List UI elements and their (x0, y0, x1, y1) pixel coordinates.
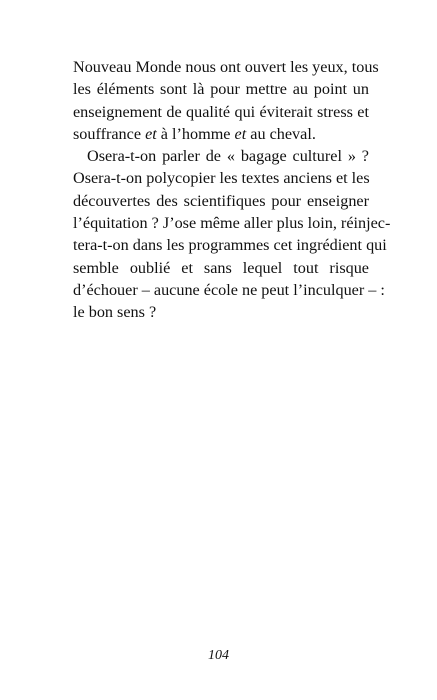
text-line: Osera-t-on polycopier les textes anciens et les (73, 169, 370, 188)
text-line: les éléments sont là pour mettre au point un (73, 80, 369, 99)
text-line: découvertes des scientifiques pour enseigner (73, 191, 369, 210)
text-line: Osera-t-on parler de « bagage culturel » ? (87, 147, 369, 166)
paragraph (73, 56, 379, 145)
emphasis: et (145, 124, 157, 143)
text-line: d’échouer – aucune école ne peut l’inculquer – : (73, 280, 385, 299)
page-number: 104 (208, 648, 229, 663)
text-line: souffrance et à l’homme et au cheval. (73, 124, 316, 143)
text-line: semble oublié et sans lequel tout risque (73, 258, 369, 277)
paragraph (73, 145, 391, 323)
emphasis: et (234, 124, 247, 143)
text-line: l’équitation ? J’ose même aller plus loin, réinjec- (73, 214, 391, 233)
text-line: tera-t-on dans les programmes cet ingrédient qui (73, 236, 387, 255)
body-text (73, 56, 391, 324)
text-line: Nouveau Monde nous ont ouvert les yeux, tous (73, 58, 379, 76)
text-line: enseignement de qualité qui éviterait stress et (73, 102, 369, 121)
text-line: le bon sens ? (73, 303, 157, 322)
